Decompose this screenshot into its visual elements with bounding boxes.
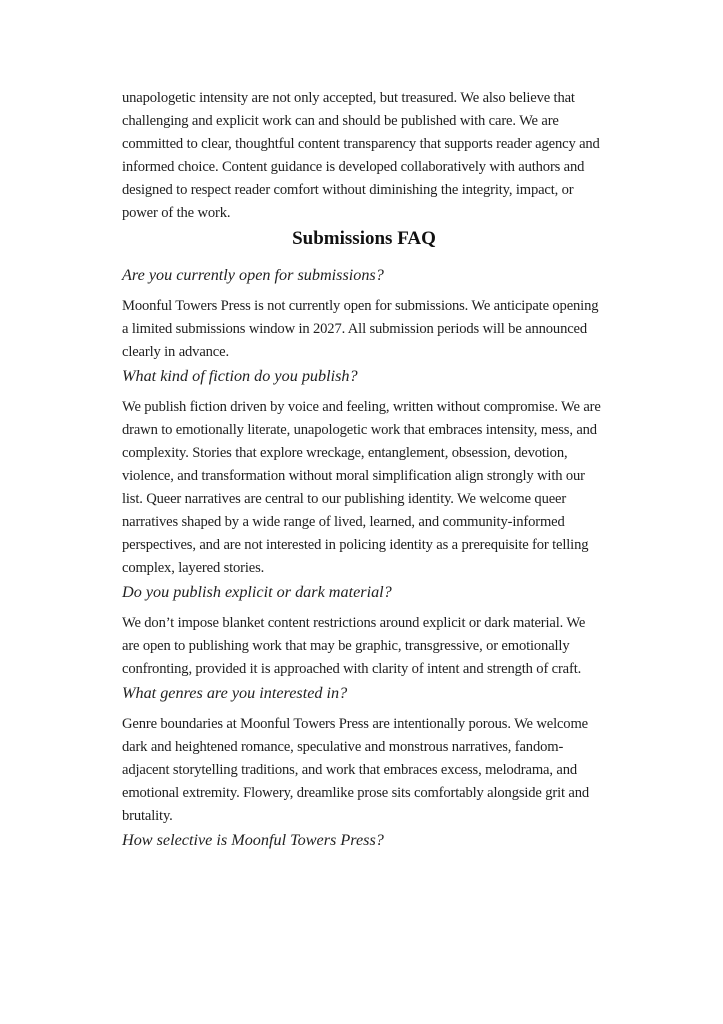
- faq-question: What kind of fiction do you publish?: [122, 367, 358, 385]
- faq-question: How selective is Moonful Towers Press?: [122, 831, 384, 849]
- faq-item: [122, 364, 606, 580]
- faq-answer: Genre boundaries at Moonful Towers Press are intentionally porous. We welcome dark and heightened romance, speculative and monstrous narratives, fandom-adjacent storytelling traditions, and work that embraces excess, melodrama, and emotional extremity. Flowery, dreamlike prose sits comfortably alongside grit and brutality.: [122, 716, 590, 824]
- faq-item: [122, 681, 606, 828]
- faq-item: [122, 263, 606, 364]
- document-page: [122, 87, 606, 860]
- intro-paragraph: unapologetic intensity are not only accepted, but treasured. We also believe that challenging and explicit work can and should be published with care. We are committed to clear, thoughtful content transparency that supports reader agency and informed choice. Content guidance is developed collaboratively with authors and designed to respect reader comfort without diminishing the integrity, impact, or power of the work.: [122, 90, 600, 221]
- faq-question: Are you currently open for submissions?: [122, 266, 384, 284]
- faq-question: Do you publish explicit or dark material?: [122, 583, 392, 601]
- faq-question: What genres are you interested in?: [122, 684, 348, 702]
- faq-answer: We don’t impose blanket content restrictions around explicit or dark material. We are open to publishing work that may be graphic, transgressive, or emotionally confronting, provided it is approached with clarity of intent and strength of craft.: [122, 615, 586, 677]
- faq-answer: We publish fiction driven by voice and feeling, written without compromise. We are drawn to emotionally literate, unapologetic work that embraces intensity, mess, and complexity. Stories that explore wreckage, entanglement, obsession, devotion, violence, and transformation without moral simplification align strongly with our list. Queer narratives are central to our publishing identity. We welcome queer narratives shaped by a wide range of lived, learned, and community-informed perspectives, and are not interested in policing identity as a prerequisite for telling complex, layered stories.: [122, 399, 601, 576]
- faq-item: [122, 580, 606, 681]
- faq-answer: Moonful Towers Press is not currently open for submissions. We anticipate opening a limited submissions window in 2027. All submission periods will be announced clearly in advance.: [122, 298, 599, 360]
- section-title: Submissions FAQ: [292, 228, 436, 249]
- faq-item: [122, 828, 606, 852]
